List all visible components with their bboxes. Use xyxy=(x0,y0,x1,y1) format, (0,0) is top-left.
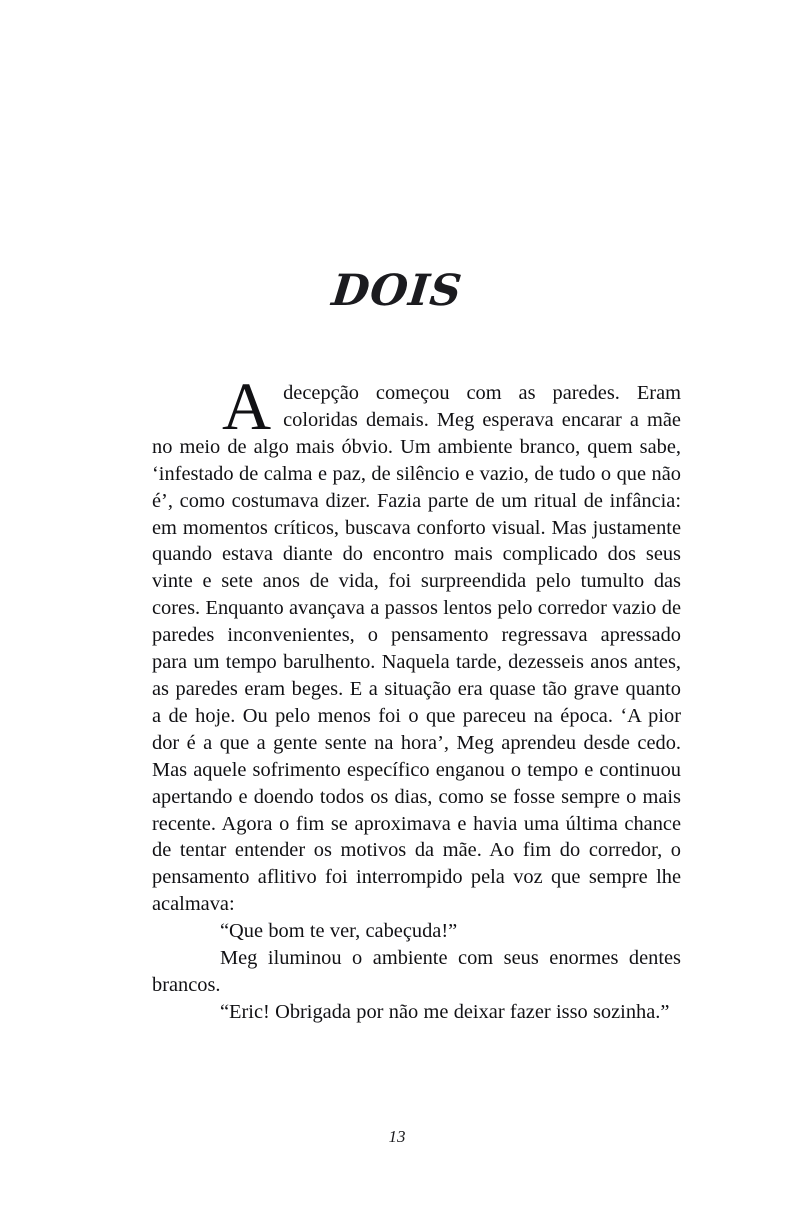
page-number: 13 xyxy=(388,1127,406,1146)
paragraph-dialogue-eric-greeting: “Que bom te ver, cabeçuda!” xyxy=(220,920,458,943)
paragraph-dialogue-meg-thanks: “Eric! Obrigada por não me deixar fazer isso sozinha.” xyxy=(220,1000,670,1023)
chapter-title: DOIS xyxy=(329,265,465,316)
body-text-block xyxy=(152,368,681,1026)
paragraph-opening: Adecepção começou com as paredes. Eram coloridas demais. Meg esperava encarar a mãe no meio de algo mais óbvio. Um ambiente branco, quem sabe, ‘infestado de calma e paz, de silêncio e vazio, de tudo o que não é’, como costumava dizer. Fazia parte de um ritual de infância: em momentos críticos, buscava conforto visual. Mas justamente quando estava diante do encontro mais complicado dos seus vinte e sete anos de vida, foi surpreendida pelo tumulto das cores. Enquanto avançava a passos lentos pelo corredor vazio de paredes inconvenientes, o pensamento regressava apressado para um tempo barulhento. Naquela tarde, dezesseis anos antes, as paredes eram beges. E a situação era quase tão grave quanto a de hoje. Ou pelo menos foi o que pareceu na época. ‘A pior dor é a que a gente sente na hora’, Meg aprendeu desde cedo. Mas aquele sofrimento específico enganou o tempo e continuou apertando e doendo todos os dias, como se fosse sempre o mais recente. Agora o fim se aproximava e havia uma última chance de tentar entender os motivos da mãe. Ao fim do corredor, o pensamento aflitivo foi interrompido pela voz que sempre lhe acalmava: xyxy=(152,368,681,916)
paragraph-narration-smile: Meg iluminou o ambiente com seus enormes dentes brancos. xyxy=(152,947,681,996)
